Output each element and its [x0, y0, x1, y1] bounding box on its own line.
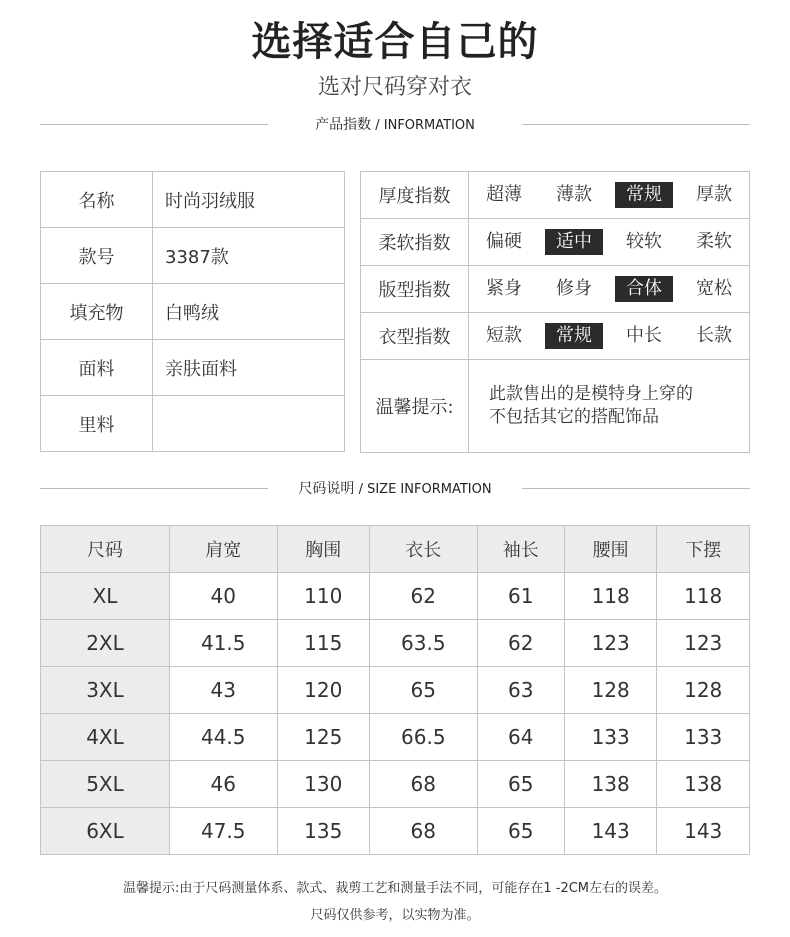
footer-note: 温馨提示:由于尺码测量体系、款式、裁剪工艺和测量手法不同，可能存在1 -2CM左右的误差。 — [122, 881, 668, 896]
table-cell: 43 — [170, 667, 278, 714]
basic-info-value: 亲肤面料 — [153, 340, 345, 396]
tip-label: 温馨提示: — [361, 360, 469, 453]
table-cell: 128 — [564, 667, 657, 714]
size-section-en: / SIZE INFORMATION — [354, 482, 492, 497]
basic-info-value: 3387款 — [153, 228, 345, 284]
size-label: 2XL — [41, 620, 170, 667]
table-cell: 110 — [277, 573, 370, 620]
table-cell: 115 — [277, 620, 370, 667]
basic-info-value: 白鸭绒 — [153, 284, 345, 340]
table-cell: 44.5 — [170, 714, 278, 761]
table-cell: 40 — [170, 573, 278, 620]
index-options — [475, 276, 743, 302]
table-cell: 135 — [277, 808, 370, 855]
index-row-thickness — [361, 172, 750, 219]
column-header: 腰围 — [564, 526, 657, 573]
table-cell: 68 — [370, 761, 478, 808]
index-options — [475, 323, 743, 349]
index-option-selected: 适中 — [545, 229, 603, 255]
page-title: 选择适合自己的 — [251, 19, 539, 65]
basic-info-label: 里料 — [41, 396, 153, 452]
size-section-heading — [40, 476, 750, 500]
table-cell: 143 — [657, 808, 750, 855]
table-row — [41, 808, 750, 855]
size-label: 4XL — [41, 714, 170, 761]
table-cell: 63.5 — [370, 620, 478, 667]
tip-line: 此款售出的是模特身上穿的 — [489, 384, 693, 404]
table-row — [41, 667, 750, 714]
index-options — [475, 182, 743, 208]
basic-info-label: 面料 — [41, 340, 153, 396]
table-cell: 68 — [370, 808, 478, 855]
info-section-en: / INFORMATION — [371, 118, 475, 133]
table-cell: 120 — [277, 667, 370, 714]
size-section-title: 尺码说明 — [298, 481, 355, 497]
index-row-length — [361, 313, 750, 360]
table-cell: 133 — [657, 714, 750, 761]
column-header: 肩宽 — [170, 526, 278, 573]
column-header: 下摆 — [657, 526, 750, 573]
table-cell: 128 — [657, 667, 750, 714]
page-subtitle: 选对尺码穿对衣 — [317, 75, 472, 100]
tip-line: 不包括其它的搭配饰品 — [489, 407, 659, 427]
basic-info-value — [153, 396, 345, 452]
size-table — [40, 525, 750, 855]
index-options — [475, 229, 743, 255]
index-option-selected: 常规 — [615, 182, 673, 208]
table-cell: 61 — [477, 573, 564, 620]
tip-content — [469, 360, 750, 453]
size-label: 3XL — [41, 667, 170, 714]
table-row — [41, 573, 750, 620]
table-row — [41, 761, 750, 808]
table-cell: 118 — [564, 573, 657, 620]
index-row-fit — [361, 266, 750, 313]
index-option: 超薄 — [486, 184, 522, 205]
table-cell: 118 — [657, 573, 750, 620]
index-label: 柔软指数 — [361, 219, 469, 266]
size-label: 5XL — [41, 761, 170, 808]
index-option-selected: 常规 — [545, 323, 603, 349]
tip-row — [361, 360, 750, 453]
table-cell: 123 — [564, 620, 657, 667]
index-option: 短款 — [486, 325, 522, 346]
index-option: 偏硬 — [486, 231, 522, 252]
basic-info-table — [40, 171, 345, 452]
basic-info-label: 填充物 — [41, 284, 153, 340]
table-cell: 130 — [277, 761, 370, 808]
table-cell: 62 — [477, 620, 564, 667]
index-row-softness — [361, 219, 750, 266]
basic-info-row — [41, 228, 345, 284]
info-section-heading — [40, 112, 750, 136]
table-cell: 133 — [564, 714, 657, 761]
table-cell: 63 — [477, 667, 564, 714]
footer-note-reference: 尺码仅供参考，以实物为准。 — [310, 908, 480, 923]
table-cell: 46 — [170, 761, 278, 808]
basic-info-label: 名称 — [41, 172, 153, 228]
column-header: 尺码 — [41, 526, 170, 573]
index-table — [360, 171, 750, 453]
table-cell: 138 — [564, 761, 657, 808]
table-cell: 138 — [657, 761, 750, 808]
index-option: 薄款 — [556, 184, 592, 205]
table-cell: 47.5 — [170, 808, 278, 855]
index-label: 版型指数 — [361, 266, 469, 313]
table-cell: 123 — [657, 620, 750, 667]
table-row — [41, 714, 750, 761]
table-cell: 62 — [370, 573, 478, 620]
index-option: 厚款 — [696, 184, 732, 205]
index-option: 中长 — [626, 325, 662, 346]
index-option: 较软 — [626, 231, 662, 252]
table-cell: 65 — [477, 761, 564, 808]
table-cell: 66.5 — [370, 714, 478, 761]
index-label: 衣型指数 — [361, 313, 469, 360]
index-option: 长款 — [696, 325, 732, 346]
column-header: 胸围 — [277, 526, 370, 573]
index-option: 修身 — [556, 278, 592, 299]
basic-info-row — [41, 284, 345, 340]
basic-info-row — [41, 340, 345, 396]
table-row — [41, 620, 750, 667]
basic-info-label: 款号 — [41, 228, 153, 284]
index-option-selected: 合体 — [615, 276, 673, 302]
table-cell: 64 — [477, 714, 564, 761]
column-header: 衣长 — [370, 526, 478, 573]
table-cell: 125 — [277, 714, 370, 761]
size-label: 6XL — [41, 808, 170, 855]
table-cell: 65 — [370, 667, 478, 714]
index-option: 宽松 — [696, 278, 732, 299]
basic-info-value: 时尚羽绒服 — [153, 172, 345, 228]
table-cell: 41.5 — [170, 620, 278, 667]
table-cell: 143 — [564, 808, 657, 855]
index-option: 柔软 — [696, 231, 732, 252]
size-label: XL — [41, 573, 170, 620]
table-cell: 65 — [477, 808, 564, 855]
index-label: 厚度指数 — [361, 172, 469, 219]
column-header: 袖长 — [477, 526, 564, 573]
basic-info-row — [41, 172, 345, 228]
size-table-header — [41, 526, 750, 573]
info-section-title: 产品指数 — [315, 117, 372, 133]
index-option: 紧身 — [486, 278, 522, 299]
basic-info-row — [41, 396, 345, 452]
